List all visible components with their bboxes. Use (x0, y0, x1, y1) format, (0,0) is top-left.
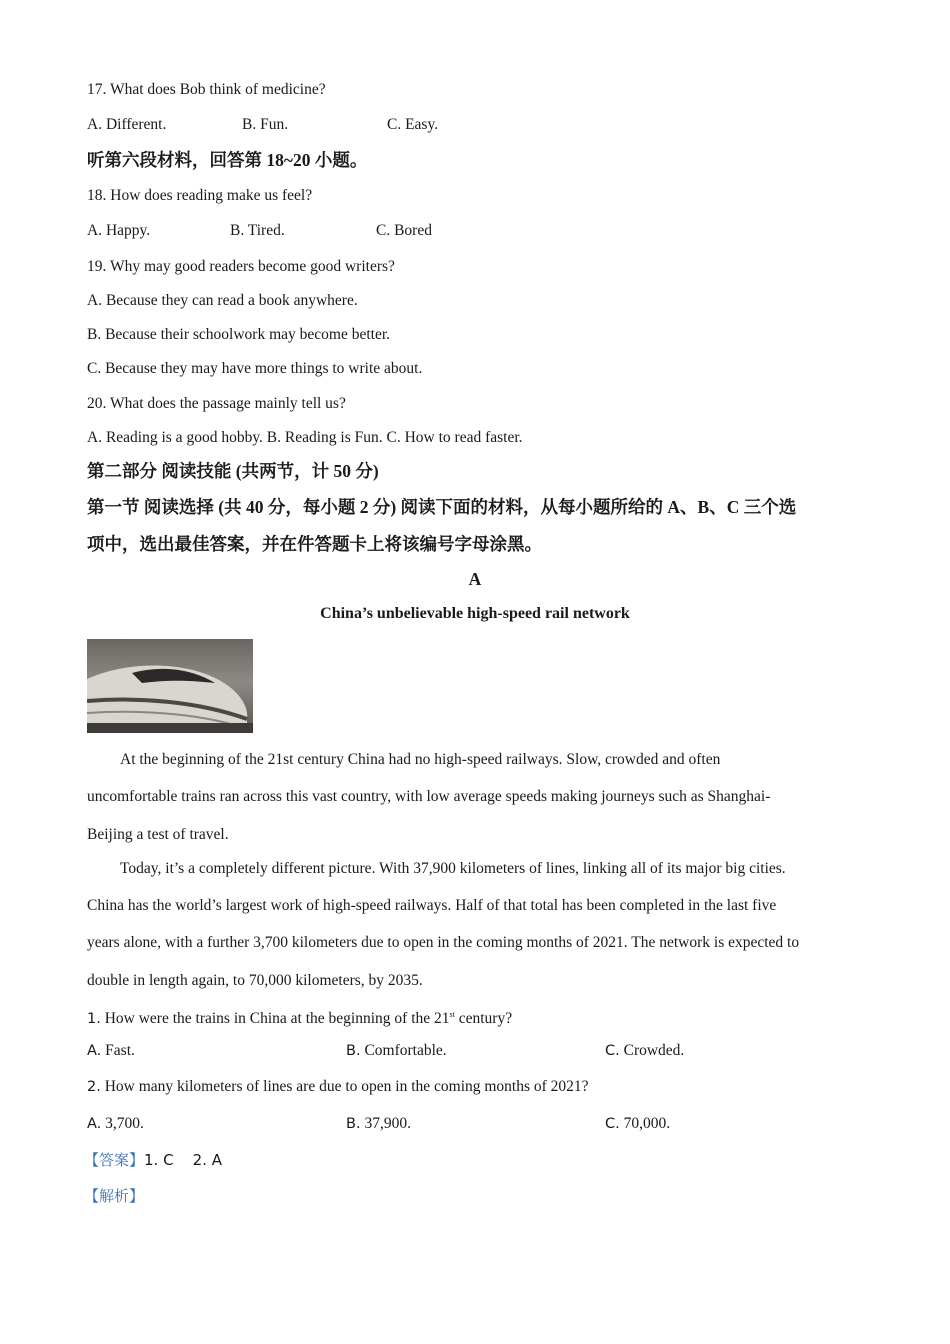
q1-superscript: st (449, 1010, 455, 1019)
q2-number: 2. (87, 1079, 101, 1095)
q2-option-b-text: 37,900. (364, 1115, 411, 1132)
train-photo (87, 639, 253, 733)
para2-line1: Today, it’s a completely different picture. With 37,900 kilometers of lines, linking all of its major big cities. (120, 860, 786, 877)
q19-option-c: C. Because they may have more things to write about. (87, 360, 423, 377)
q18-option-b: B. Tired. (230, 222, 285, 239)
q2-stem (87, 1077, 589, 1097)
q18-stem: 18. How does reading make us feel? (87, 187, 313, 204)
q1-option-a-letter: A. (87, 1043, 102, 1059)
section1-heading-line1: 第一节 阅读选择 (共 40 分，每小题 2 分) 阅读下面的材料，从每小题所给的 A、B、C 三个选 (87, 497, 797, 517)
q17-stem: 17. What does Bob think of medicine? (87, 81, 326, 98)
q19-option-b: B. Because their schoolwork may become better. (87, 326, 391, 343)
q20-stem: 20. What does the passage mainly tell us? (87, 395, 346, 412)
analysis-label: 【解析】 (84, 1187, 145, 1205)
q2-option-c-text: 70,000. (623, 1115, 671, 1132)
q1-number: 1. (87, 1011, 101, 1027)
q19-option-a: A. Because they can read a book anywhere. (87, 292, 358, 309)
q18-option-c: C. Bored (376, 222, 432, 239)
q2-option-a-letter: A. (87, 1116, 102, 1132)
q1-option-b-text: Comfortable. (364, 1042, 447, 1059)
q2-option-c-letter: C. (605, 1116, 620, 1132)
analysis-line (84, 1186, 144, 1207)
q2-option-a (87, 1114, 144, 1134)
section6-heading: 听第六段材料，回答第 18~20 小题。 (87, 150, 368, 170)
q17-option-c: C. Easy. (387, 116, 439, 133)
para1-line2: uncomfortable trains ran across this vast country, with low average speeds making journeys such as Shanghai- (87, 788, 771, 805)
para2-line2: China has the world’s largest work of high-speed railways. Half of that total has been completed in the last five (87, 897, 777, 914)
q18-option-a: A. Happy. (87, 222, 151, 239)
passage-title: China’s unbelievable high-speed rail network (320, 605, 630, 622)
q1-stem-text: How were the trains in China at the beginning of the 21 (104, 1010, 450, 1027)
answer-line (84, 1150, 222, 1171)
q2-option-a-text: 3,700. (105, 1115, 144, 1132)
q17-option-a: A. Different. (87, 116, 167, 133)
q17-option-b: B. Fun. (242, 116, 289, 133)
q1-option-a-text: Fast. (105, 1042, 135, 1059)
q1-option-b (346, 1041, 447, 1061)
q1-option-a (87, 1041, 135, 1061)
q20-options: A. Reading is a good hobby. B. Reading is Fun. C. How to read faster. (87, 429, 523, 446)
para1-line1: At the beginning of the 21st century China had no high-speed railways. Slow, crowded and often (120, 751, 721, 768)
q2-option-c (605, 1114, 670, 1134)
passage-letter: A (468, 569, 482, 589)
para1-line3: Beijing a test of travel. (87, 826, 229, 843)
answer-text: 1. C 2. A (144, 1151, 222, 1169)
q1-stem-end: century? (454, 1010, 513, 1027)
q1-option-c-letter: C. (605, 1043, 620, 1059)
q2-option-b-letter: B. (346, 1116, 361, 1132)
q2-stem-text: How many kilometers of lines are due to open in the coming months of 2021? (104, 1078, 589, 1095)
q2-option-b (346, 1114, 411, 1134)
answer-label: 【答案】 (84, 1151, 145, 1169)
q19-stem: 19. Why may good readers become good writers? (87, 258, 395, 275)
q1-option-b-letter: B. (346, 1043, 361, 1059)
section1-heading-line2: 项中，选出最佳答案，并在件答题卡上将该编号字母涂黑。 (87, 534, 542, 554)
q1-stem (87, 1005, 512, 1029)
para2-line3: years alone, with a further 3,700 kilometers due to open in the coming months of 2021. The network is expected to (87, 934, 800, 951)
q1-option-c-text: Crowded. (623, 1042, 685, 1059)
para2-line4: double in length again, to 70,000 kilometers, by 2035. (87, 972, 423, 989)
part2-heading: 第二部分 阅读技能 (共两节，计 50 分) (87, 461, 379, 481)
q1-option-c (605, 1041, 684, 1061)
